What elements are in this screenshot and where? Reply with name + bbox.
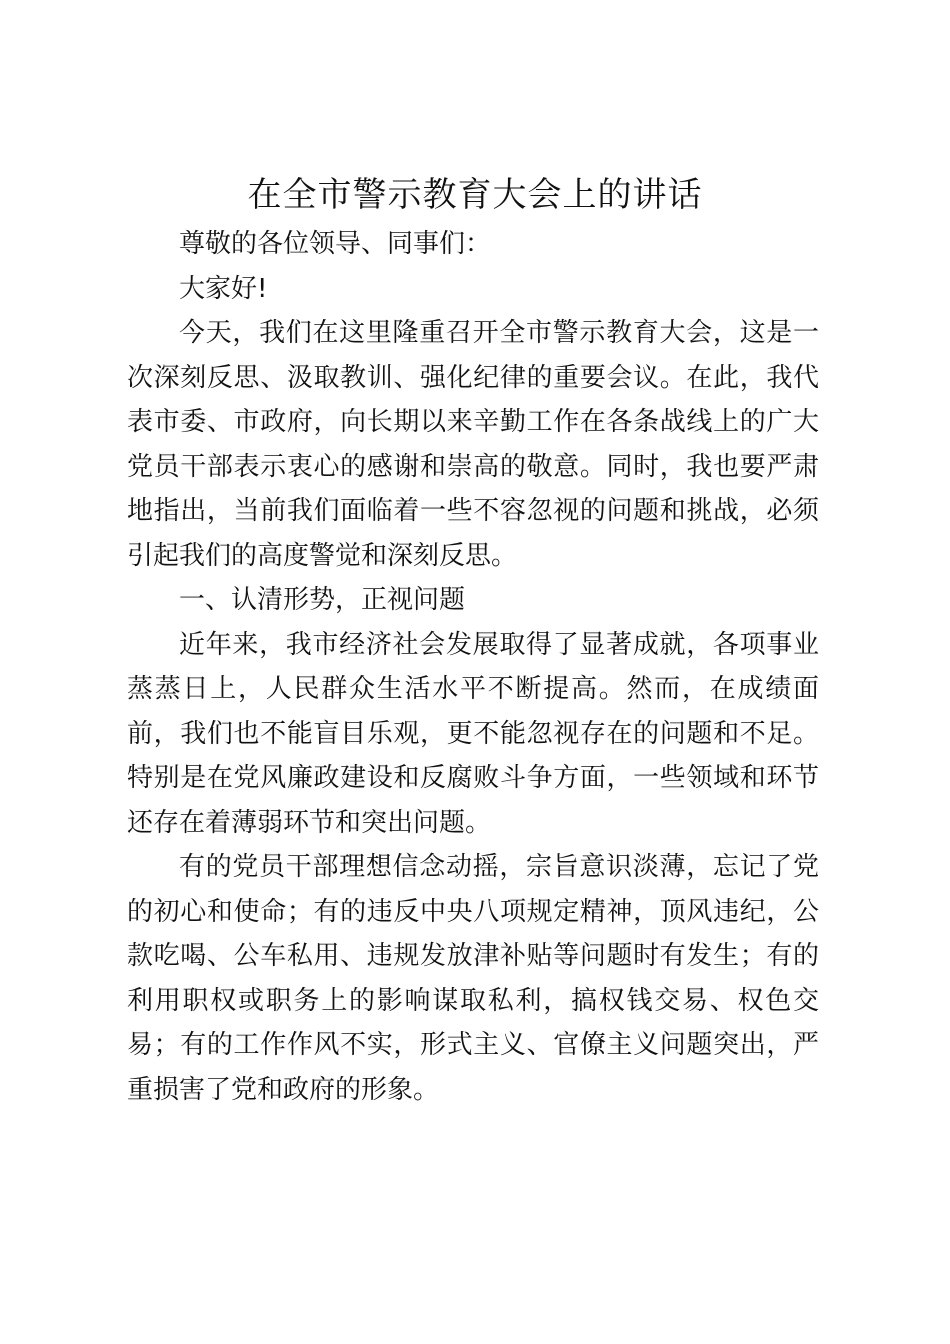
greeting: 大家好! [179, 273, 268, 304]
document-body [127, 222, 819, 1112]
paragraph-opening: 今天，我们在这里隆重召开全市警示教育大会，这是一次深刻反思、汲取教训、强化纪律的重要会议。在此，我代表市委、市政府，向长期以来辛勤工作在各条战线上的广大党员干部表示衷心的感谢和崇高的敬意。同时，我也要严肃地指出，当前我们面临着一些不容忽视的问题和挑战，必须引起我们的高度警觉和深刻反思。 [127, 318, 819, 571]
salutation: 尊敬的各位领导、同事们： [179, 229, 492, 259]
paragraph-problems: 有的党员干部理想信念动摇，宗旨意识淡薄，忘记了党的初心和使命；有的违反中央八项规定精神，顶风违纪，公款吃喝、公车私用、违规发放津补贴等问题时有发生；有的利用职权或职务上的影响谋取私利，搞权钱交易、权色交易；有的工作作风不实，形式主义、官僚主义问题突出，严重损害了党和政府的形象。 [127, 852, 819, 1105]
paragraph-situation: 近年来，我市经济社会发展取得了显著成就，各项事业蒸蒸日上，人民群众生活水平不断提高。然而，在成绩面前，我们也不能盲目乐观，更不能忽视存在的问题和不足。特别是在党风廉政建设和反腐败斗争方面，一些领域和环节还存在着薄弱环节和突出问题。 [127, 629, 819, 838]
document-title: 在全市警示教育大会上的讲话 [247, 175, 703, 215]
section-heading: 一、认清形势，正视问题 [179, 585, 466, 615]
